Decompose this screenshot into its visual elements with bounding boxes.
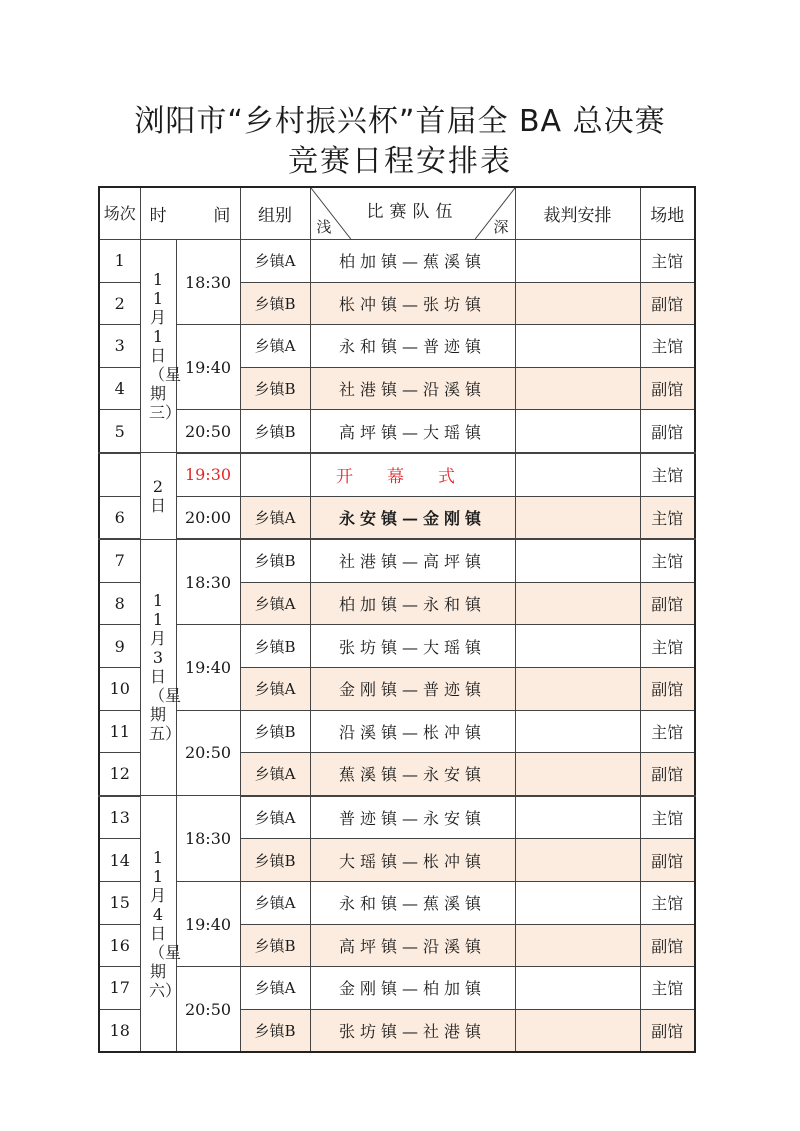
- row-no: 13: [99, 796, 140, 839]
- match-cell: 永和镇—蕉溪镇: [310, 881, 515, 924]
- match-cell: 社港镇—高坪镇: [310, 539, 515, 582]
- row-no: 17: [99, 967, 140, 1010]
- document-title: 浏阳市“乡村振兴杯”首届全 BA 总决赛: [134, 104, 666, 139]
- time-cell: 20:50: [176, 967, 240, 1053]
- group-cell: 乡镇A: [240, 796, 310, 839]
- referee-cell: [515, 667, 640, 710]
- referee-cell: [515, 881, 640, 924]
- header-light-label: 浅: [316, 218, 332, 236]
- referee-cell: [515, 496, 640, 539]
- referee-cell: [515, 282, 640, 325]
- referee-cell: [515, 582, 640, 625]
- row-no: 11: [99, 710, 140, 753]
- header-dark-label: 深: [493, 218, 509, 236]
- referee-cell: [515, 367, 640, 410]
- row-no: 7: [99, 539, 140, 582]
- venue-cell: 主馆: [640, 710, 695, 753]
- venue-cell: 副馆: [640, 582, 695, 625]
- group-cell: 乡镇B: [240, 839, 310, 882]
- match-cell: 金刚镇—普迹镇: [310, 667, 515, 710]
- venue-cell: 副馆: [640, 367, 695, 410]
- document-subtitle: 竞赛日程安排表: [288, 144, 512, 179]
- row-no: 4: [99, 367, 140, 410]
- referee-cell: [515, 753, 640, 796]
- table-row: [99, 496, 695, 539]
- group-cell: 乡镇A: [240, 582, 310, 625]
- group-cell: [240, 453, 310, 496]
- match-cell: 大瑶镇—枨冲镇: [310, 839, 515, 882]
- date-cell: [140, 240, 182, 453]
- date-text: 11月4日（星期六）: [149, 847, 182, 1000]
- venue-cell: 副馆: [640, 924, 695, 967]
- row-no: 6: [99, 496, 140, 539]
- venue-cell: 主馆: [640, 240, 695, 283]
- row-no: 3: [99, 325, 140, 368]
- group-cell: 乡镇B: [240, 539, 310, 582]
- referee-cell: [515, 710, 640, 753]
- row-no: 18: [99, 1009, 140, 1052]
- referee-cell: [515, 539, 640, 582]
- header-venue: 场地: [640, 187, 695, 240]
- match-cell: 高坪镇—大瑶镇: [310, 410, 515, 453]
- venue-cell: 副馆: [640, 753, 695, 796]
- header-no: 场次: [99, 187, 140, 240]
- group-cell: 乡镇B: [240, 924, 310, 967]
- row-no: 2: [99, 282, 140, 325]
- table-header-row: [99, 187, 695, 240]
- referee-cell: [515, 839, 640, 882]
- match-cell: 永和镇—普迹镇: [310, 325, 515, 368]
- venue-cell: 主馆: [640, 539, 695, 582]
- date-text: 11月1日（星期三）: [149, 270, 182, 423]
- venue-cell: 副馆: [640, 839, 695, 882]
- row-no: 15: [99, 881, 140, 924]
- header-time-a: 时: [149, 206, 167, 226]
- time-cell: 20:00: [176, 496, 240, 539]
- match-cell: 金刚镇—柏加镇: [310, 967, 515, 1010]
- time-cell: 18:30: [176, 796, 240, 882]
- venue-cell: 主馆: [640, 496, 695, 539]
- referee-cell: [515, 625, 640, 668]
- group-cell: 乡镇A: [240, 325, 310, 368]
- table-row: [99, 240, 695, 283]
- group-cell: 乡镇B: [240, 282, 310, 325]
- date-cell: [140, 796, 182, 1053]
- group-cell: 乡镇B: [240, 410, 310, 453]
- venue-cell: 主馆: [640, 881, 695, 924]
- referee-cell: [515, 410, 640, 453]
- row-no: 9: [99, 625, 140, 668]
- table-row: [99, 325, 695, 368]
- table-row-opening: [99, 453, 695, 496]
- row-no: [99, 453, 140, 496]
- opening-ceremony-cell: 开幕式: [310, 453, 515, 496]
- match-cell: 普迹镇—永安镇: [310, 796, 515, 839]
- time-cell: 18:30: [176, 539, 240, 625]
- match-cell: 蕉溪镇—永安镇: [310, 753, 515, 796]
- match-cell: 柏加镇—永和镇: [310, 582, 515, 625]
- group-cell: 乡镇A: [240, 967, 310, 1010]
- group-cell: 乡镇A: [240, 881, 310, 924]
- group-cell: 乡镇B: [240, 1009, 310, 1052]
- row-no: 12: [99, 753, 140, 796]
- header-time-b: 间: [213, 206, 231, 226]
- row-no: 14: [99, 839, 140, 882]
- venue-cell: 主馆: [640, 967, 695, 1010]
- group-cell: 乡镇A: [240, 496, 310, 539]
- group-cell: 乡镇B: [240, 625, 310, 668]
- table-row: [99, 796, 695, 839]
- table-row: [99, 539, 695, 582]
- header-match-label: 比赛队伍: [366, 202, 459, 222]
- match-cell: 张坊镇—大瑶镇: [310, 625, 515, 668]
- referee-cell: [515, 453, 640, 496]
- match-cell: 张坊镇—社港镇: [310, 1009, 515, 1052]
- time-cell: 19:30: [176, 453, 240, 496]
- time-cell: 18:30: [176, 240, 240, 325]
- venue-cell: 副馆: [640, 410, 695, 453]
- table-row: [99, 710, 695, 753]
- date-text: 2日: [149, 477, 166, 516]
- venue-cell: 主馆: [640, 625, 695, 668]
- venue-cell: 副馆: [640, 1009, 695, 1052]
- time-cell: 19:40: [176, 625, 240, 710]
- referee-cell: [515, 967, 640, 1010]
- table-row: [99, 410, 695, 453]
- header-referee: 裁判安排: [515, 187, 640, 240]
- time-cell: 19:40: [176, 881, 240, 966]
- group-cell: 乡镇A: [240, 240, 310, 283]
- match-cell: 永安镇—金刚镇: [310, 496, 515, 539]
- table-row: [99, 625, 695, 668]
- referee-cell: [515, 240, 640, 283]
- match-cell: 高坪镇—沿溪镇: [310, 924, 515, 967]
- row-no: 1: [99, 240, 140, 283]
- referee-cell: [515, 796, 640, 839]
- table-row: [99, 967, 695, 1010]
- match-cell: 柏加镇—蕉溪镇: [310, 240, 515, 283]
- time-cell: 19:40: [176, 325, 240, 410]
- table-row: [99, 881, 695, 924]
- venue-cell: 副馆: [640, 667, 695, 710]
- date-cell: [140, 453, 176, 539]
- group-cell: 乡镇B: [240, 367, 310, 410]
- date-cell: [140, 539, 182, 796]
- group-cell: 乡镇A: [240, 667, 310, 710]
- match-cell: 沿溪镇—枨冲镇: [310, 710, 515, 753]
- referee-cell: [515, 924, 640, 967]
- row-no: 16: [99, 924, 140, 967]
- row-no: 10: [99, 667, 140, 710]
- venue-cell: 副馆: [640, 282, 695, 325]
- referee-cell: [515, 1009, 640, 1052]
- date-text: 11月3日（星期五）: [149, 591, 182, 744]
- time-cell: 20:50: [176, 410, 240, 453]
- venue-cell: 主馆: [640, 453, 695, 496]
- match-cell: 社港镇—沿溪镇: [310, 367, 515, 410]
- row-no: 5: [99, 410, 140, 453]
- group-cell: 乡镇B: [240, 710, 310, 753]
- match-cell: 枨冲镇—张坊镇: [310, 282, 515, 325]
- header-match: [310, 187, 515, 240]
- row-no: 8: [99, 582, 140, 625]
- header-time: [140, 187, 240, 240]
- venue-cell: 主馆: [640, 796, 695, 839]
- group-cell: 乡镇A: [240, 753, 310, 796]
- venue-cell: 主馆: [640, 325, 695, 368]
- header-group: 组别: [240, 187, 310, 240]
- time-cell: 20:50: [176, 710, 240, 796]
- referee-cell: [515, 325, 640, 368]
- schedule-table: [98, 186, 696, 1053]
